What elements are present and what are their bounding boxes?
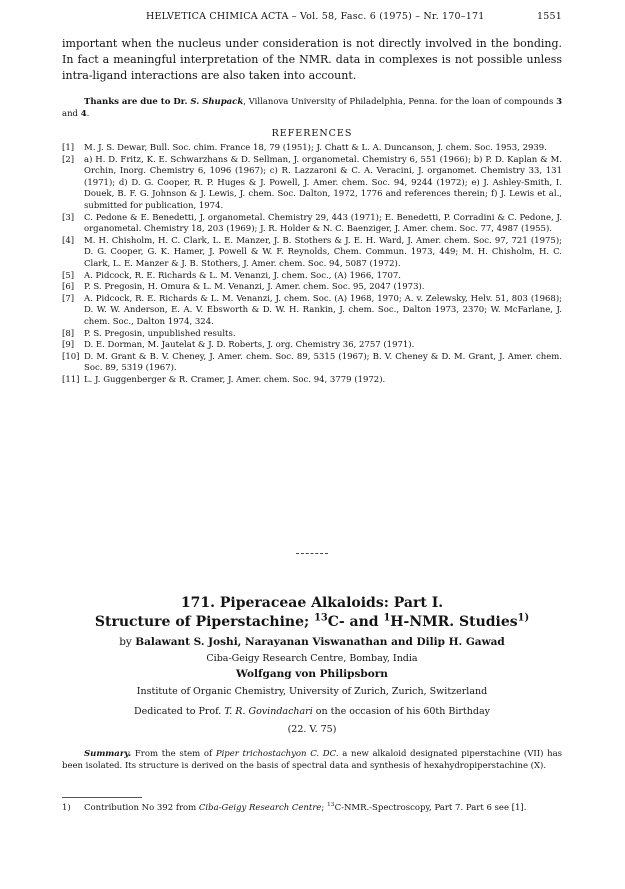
footnote-marker: 1) [517,612,530,624]
dedication-prefix: Dedicated to Prof. [134,706,225,717]
ack-person: S. Shupack [190,97,244,107]
references-heading: REFERENCES [271,128,353,139]
references-list [62,143,562,386]
reference-number: [8] [62,328,75,339]
reference-item [62,282,562,294]
article-subtitle [62,613,562,631]
ack-compound-1: 3 [556,97,562,107]
subtitle-sup: 13 [314,612,328,624]
footnote-number: 1) [62,803,71,813]
footnote-sup: 13 [327,801,335,809]
acknowledgment [62,96,562,120]
summary-label: Summary. [84,749,132,759]
reference-text: P. S. Pregosin, unpublished results. [84,328,236,339]
summary-text: a new alkaloid designated piperstachine (VII) has been isolated. Its structure is derived on the basis of spectral data and synthesis of hexahydropiperstachine (X). [62,749,562,771]
dedication-person: T. R. Govindachari [224,706,313,717]
reference-number: [1] [62,143,75,153]
authors-line [62,636,562,648]
intro-paragraph: important when the nucleus under consideration is not directly involved in the bonding. In fact a meaningful interpretation of the NMR. data in complexes is not possible unless intra-ligand interactions are also taken into account. [62,37,562,82]
summary-paragraph [62,748,562,772]
reference-text: C. Pedone & E. Benedetti, J. organometal. Chemistry 29, 443 (1971); E. Benedetti, P. Corradini & C. Pedone, J. organometal. Chemistry 18, 203 (1969); J. R. Holder & N. C. Baenziger, J. Amer. chem. Soc. 77, 4987 (1955). [84,212,562,235]
reference-number: [2] [62,154,75,165]
reference-item [62,213,562,236]
subtitle-part: C- and [327,614,384,630]
ack-suffix: , Villanova University of Philadelphia, Penna. for the loan of compounds [243,97,557,107]
reference-item [62,155,562,213]
ack-prefix: Thanks are due to Dr. [84,97,191,107]
reference-number: [7] [62,293,75,304]
running-header [62,10,562,26]
ack-end: . [86,109,90,119]
reference-item [62,271,562,283]
ack-mid: and [62,109,81,119]
journal-title: HELVETICA CHIMICA ACTA – Vol. 58, Fasc. 6 (1975) – Nr. 170–171 [146,11,485,22]
reference-item [62,143,562,155]
reference-text: a) H. D. Fritz, K. E. Schwarzhans & D. Sellman, J. organometal. Chemistry 6, 551 (1966); b) P. D. Kaplan & M. Orchin, Inorg. Chemistry 6, 1096 (1967); c) R. Lazzaroni & C. A. Veracini, J. organomet. Chemistry 33, 131 (1971); d) D. G. Cooper, R. P. Huges & J. Powell, J. Amer. chem. Soc. 94, 9244 (1972); e) J. Ashley-Smith, I. Douek, B. F. G. Johnson & J. Lewis, J. chem. Soc. Dalton, 1972, 1776 and references therein; f) J. Lewis et al., submitted for publication, 1974. [84,154,562,211]
reference-text: M. H. Chisholm, H. C. Clark, L. E. Manzer, J. B. Stothers & J. E. H. Ward, J. Amer. chem. Soc. 97, 721 (1975); D. G. Cooper, G. K. Hamer, J. Powell & W. F. Reynolds, Chem. Commun. 1973, 449; M. H. Chisholm, H. C. Clark, L. E. Manzer & J. B. Stothers, J. Amer. chem. Soc. 94, 5087 (1972). [84,235,562,269]
footnote-text: Contribution No 392 from [84,803,199,813]
reference-number: [10] [62,351,80,362]
dedication [62,706,562,717]
subtitle-sup: 1 [383,612,391,624]
section-separator [296,553,328,554]
reference-text: A. Pidcock, R. E. Richards & L. M. Venanzi, J. chem. Soc., (A) 1966, 1707. [84,270,401,281]
affiliation: Institute of Organic Chemistry, University of Zurich, Zurich, Switzerland [136,686,488,697]
footnote-text: ; [321,803,327,813]
reference-item [62,352,562,375]
reference-item [62,340,562,352]
reference-text: A. Pidcock, R. E. Richards & L. M. Venanzi, J. chem. Soc. (A) 1968, 1970; A. v. Zelewsky, Helv. 51, 803 (1968); D. W. W. Anderson, E. A. V. Ebsworth & D. W. H. Rankin, J. chem. Soc., Dalton 1973, 2370; W. McFarlane, J. chem. Soc., Dalton 1974, 324. [84,293,562,327]
summary-text: From the stem of [131,749,216,759]
reference-text: M. J. S. Dewar, Bull. Soc. chim. France 18, 79 (1951); J. Chatt & L. A. Duncanson, J. chem. Soc. 1953, 2939. [84,143,547,153]
footnote [62,802,562,814]
reference-number: [5] [62,270,75,281]
reference-text: P. S. Pregosin, H. Omura & L. M. Venanzi, J. Amer. chem. Soc. 95, 2047 (1973). [84,282,425,293]
footnote-text: C-NMR.-Spectroscopy, Part 7. Part 6 see [1]. [334,803,527,813]
reference-text: D. E. Dorman, M. Jautelat & J. D. Roberts, J. org. Chemistry 36, 2757 (1971). [84,340,415,351]
subtitle-part: H-NMR. Studies [390,614,518,630]
reference-number: [6] [62,282,75,293]
article-title: 171. Piperaceae Alkaloids: Part I. [180,595,444,611]
affiliation: Ciba-Geigy Research Centre, Bombay, India [206,653,418,664]
reference-item [62,236,562,271]
subtitle-part: Structure of Piperstachine; [94,614,315,630]
reference-text: D. M. Grant & B. V. Cheney, J. Amer. chem. Soc. 89, 5315 (1967); B. V. Cheney & D. M. Grant, J. Amer. chem. Soc. 89, 5319 (1967). [84,351,562,374]
reference-item [62,375,562,387]
reference-number: [4] [62,235,75,246]
author-names: Balawant S. Joshi, Narayanan Viswanathan and Dilip H. Gawad [135,636,505,648]
reference-number: [9] [62,340,75,351]
footnote-rule [62,797,142,798]
dedication-suffix: on the occasion of his 60th Birthday [312,706,490,717]
reference-text: L. J. Guggenberger & R. Cramer, J. Amer. chem. Soc. 94, 3779 (1972). [84,374,386,385]
by-label: by [119,636,136,648]
reference-item [62,329,562,341]
reference-number: [3] [62,212,75,223]
footnote-institution: Ciba-Geigy Research Centre [198,803,322,813]
page-number: 1551 [537,11,562,22]
reference-number: [11] [62,374,80,385]
received-date: (22. V. 75) [287,724,337,735]
ack-compound-2: 4 [80,109,87,119]
reference-item [62,294,562,329]
species-name: Piper trichostachyon C. DC. [215,749,339,759]
author-name: Wolfgang von Philipsborn [236,668,388,680]
